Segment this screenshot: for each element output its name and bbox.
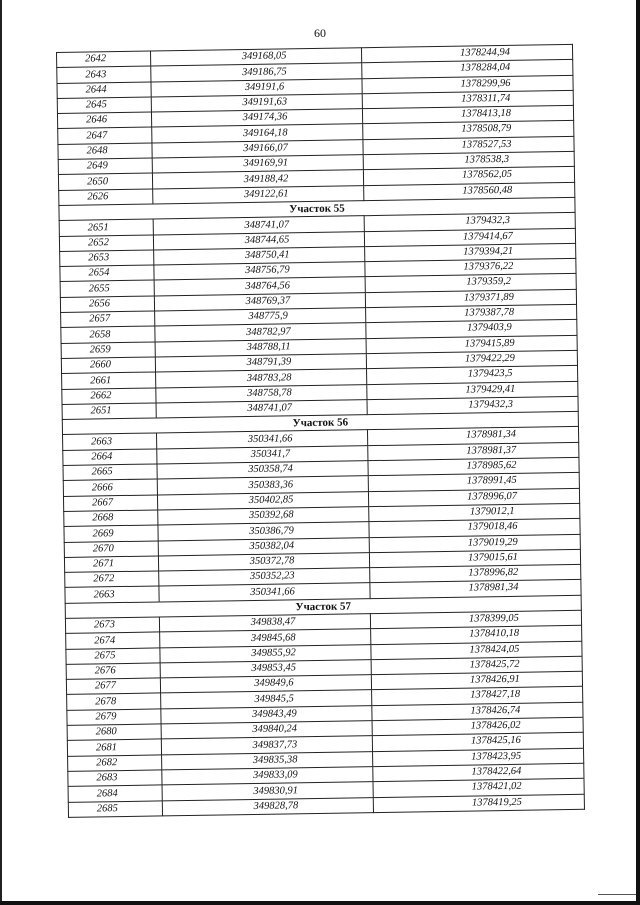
point-number-cell: 2684 — [68, 785, 162, 802]
coordinates-table — [56, 44, 585, 818]
x-coordinate-cell: 349830,91 — [162, 782, 373, 801]
y-coordinate-cell: 1378413,18 — [362, 106, 573, 125]
point-number-cell: 2680 — [67, 724, 161, 741]
x-coordinate-cell: 350402,85 — [157, 491, 368, 510]
point-number-cell: 2655 — [60, 280, 154, 297]
point-number-cell: 2675 — [66, 648, 160, 665]
point-number-cell: 2650 — [58, 173, 152, 190]
page-number: 60 — [314, 26, 326, 40]
y-coordinate-cell: 1378426,91 — [371, 671, 582, 690]
point-number-cell: 2626 — [59, 189, 153, 206]
coordinates-table-wrapper — [56, 44, 585, 818]
x-coordinate-cell: 350341,7 — [157, 445, 368, 464]
coordinates-table-body — [57, 44, 585, 817]
point-number-cell: 2677 — [66, 678, 160, 695]
x-coordinate-cell: 349853,45 — [160, 660, 371, 679]
point-number-cell: 2673 — [65, 617, 159, 634]
x-coordinate-cell: 348756,79 — [154, 262, 365, 281]
x-coordinate-cell: 350372,78 — [158, 552, 369, 571]
y-coordinate-cell: 1378991,45 — [368, 473, 579, 492]
x-coordinate-cell: 349828,78 — [162, 797, 373, 816]
x-coordinate-cell: 348764,56 — [154, 277, 365, 296]
y-coordinate-cell: 1379422,29 — [366, 350, 577, 369]
y-coordinate-cell: 1379359,2 — [365, 274, 576, 293]
point-number-cell: 2656 — [60, 296, 154, 313]
point-number-cell: 2654 — [60, 265, 154, 282]
y-coordinate-cell: 1378425,72 — [371, 656, 582, 675]
y-coordinate-cell: 1378311,74 — [362, 90, 573, 109]
x-coordinate-cell: 348769,37 — [154, 292, 365, 311]
x-coordinate-cell: 349191,6 — [151, 78, 362, 97]
x-coordinate-cell: 349168,05 — [150, 48, 361, 67]
y-coordinate-cell: 1378423,95 — [373, 748, 584, 767]
x-coordinate-cell: 349833,09 — [162, 767, 373, 786]
y-coordinate-cell: 1379432,3 — [367, 396, 578, 415]
section-heading: Участок 55 — [59, 197, 575, 220]
point-number-cell: 2646 — [57, 112, 151, 129]
y-coordinate-cell: 1379376,22 — [365, 259, 576, 278]
point-number-cell: 2648 — [58, 143, 152, 160]
point-number-cell: 2660 — [61, 357, 155, 374]
x-coordinate-cell: 350352,23 — [159, 568, 370, 587]
point-number-cell: 2665 — [63, 464, 157, 481]
y-coordinate-cell: 1379012,1 — [369, 503, 580, 522]
point-number-cell: 2678 — [67, 693, 161, 710]
page-edge-right — [636, 0, 640, 905]
y-coordinate-cell: 1379394,21 — [365, 243, 576, 262]
y-coordinate-cell: 1378996,07 — [368, 488, 579, 507]
x-coordinate-cell: 349855,92 — [160, 644, 371, 663]
x-coordinate-cell: 349188,42 — [152, 170, 363, 189]
y-coordinate-cell: 1379414,67 — [364, 228, 575, 247]
y-coordinate-cell: 1378410,18 — [371, 626, 582, 645]
x-coordinate-cell: 349849,6 — [160, 675, 371, 694]
scan-artifact-line — [598, 894, 636, 895]
y-coordinate-cell: 1379018,46 — [369, 519, 580, 538]
x-coordinate-cell: 350383,36 — [157, 476, 368, 495]
y-coordinate-cell: 1378299,96 — [362, 75, 573, 94]
point-number-cell: 2651 — [62, 403, 156, 420]
y-coordinate-cell: 1379387,78 — [366, 304, 577, 323]
y-coordinate-cell: 1378427,18 — [372, 687, 583, 706]
x-coordinate-cell: 349122,61 — [153, 185, 364, 204]
x-coordinate-cell: 348758,78 — [156, 384, 367, 403]
point-number-cell: 2664 — [63, 449, 157, 466]
y-coordinate-cell: 1378981,34 — [367, 427, 578, 446]
point-number-cell: 2667 — [63, 495, 157, 512]
y-coordinate-cell: 1378527,53 — [363, 136, 574, 155]
x-coordinate-cell: 348791,39 — [155, 354, 366, 373]
x-coordinate-cell: 349845,68 — [160, 629, 371, 648]
x-coordinate-cell: 348750,41 — [154, 247, 365, 266]
y-coordinate-cell: 1378419,25 — [373, 794, 584, 813]
section-heading: Участок 56 — [62, 411, 578, 434]
x-coordinate-cell: 348741,07 — [156, 399, 367, 418]
point-number-cell: 2647 — [58, 127, 152, 144]
point-number-cell: 2679 — [67, 709, 161, 726]
y-coordinate-cell: 1379015,61 — [369, 549, 580, 568]
point-number-cell: 2652 — [59, 235, 153, 252]
point-number-cell: 2649 — [58, 158, 152, 175]
x-coordinate-cell: 349840,24 — [161, 721, 372, 740]
y-coordinate-cell: 1378508,79 — [363, 121, 574, 140]
section-heading: Участок 57 — [65, 595, 581, 618]
y-coordinate-cell: 1378560,48 — [364, 182, 575, 201]
point-number-cell: 2672 — [65, 571, 159, 588]
x-coordinate-cell: 348775,9 — [155, 308, 366, 327]
y-coordinate-cell: 1378284,04 — [362, 60, 573, 79]
x-coordinate-cell: 348788,11 — [155, 338, 366, 357]
point-number-cell: 2663 — [63, 433, 157, 450]
y-coordinate-cell: 1379423,5 — [367, 366, 578, 385]
x-coordinate-cell: 350341,66 — [159, 583, 370, 602]
x-coordinate-cell: 350392,68 — [158, 507, 369, 526]
point-number-cell: 2658 — [61, 326, 155, 343]
x-coordinate-cell: 349838,47 — [159, 614, 370, 633]
point-number-cell: 2669 — [64, 525, 158, 542]
x-coordinate-cell: 349186,75 — [151, 63, 362, 82]
x-coordinate-cell: 349191,63 — [151, 94, 362, 113]
y-coordinate-cell: 1378981,37 — [368, 442, 579, 461]
x-coordinate-cell: 349843,49 — [161, 705, 372, 724]
y-coordinate-cell: 1378985,62 — [368, 457, 579, 476]
y-coordinate-cell: 1378981,34 — [370, 580, 581, 599]
point-number-cell: 2657 — [61, 311, 155, 328]
x-coordinate-cell: 350386,79 — [158, 522, 369, 541]
y-coordinate-cell: 1378399,05 — [370, 610, 581, 629]
x-coordinate-cell: 349835,38 — [162, 751, 373, 770]
x-coordinate-cell: 348744,65 — [153, 231, 364, 250]
point-number-cell: 2676 — [66, 663, 160, 680]
y-coordinate-cell: 1378538,3 — [363, 151, 574, 170]
point-number-cell: 2666 — [63, 479, 157, 496]
point-number-cell: 2685 — [68, 800, 162, 817]
y-coordinate-cell: 1379432,3 — [364, 213, 575, 232]
y-coordinate-cell: 1378424,05 — [371, 641, 582, 660]
y-coordinate-cell: 1379371,89 — [365, 289, 576, 308]
y-coordinate-cell: 1378426,74 — [372, 702, 583, 721]
point-number-cell: 2661 — [62, 372, 156, 389]
point-number-cell: 2668 — [64, 510, 158, 527]
y-coordinate-cell: 1379429,41 — [367, 381, 578, 400]
y-coordinate-cell: 1378422,64 — [373, 763, 584, 782]
x-coordinate-cell: 348782,97 — [155, 323, 366, 342]
point-number-cell: 2682 — [68, 755, 162, 772]
point-number-cell: 2645 — [57, 97, 151, 114]
point-number-cell: 2644 — [57, 82, 151, 99]
point-number-cell: 2651 — [59, 219, 153, 236]
y-coordinate-cell: 1379019,29 — [369, 534, 580, 553]
y-coordinate-cell: 1378425,16 — [372, 733, 583, 752]
point-number-cell: 2662 — [62, 388, 156, 405]
point-number-cell: 2643 — [57, 66, 151, 83]
x-coordinate-cell: 350382,04 — [158, 537, 369, 556]
x-coordinate-cell: 349169,91 — [152, 155, 363, 174]
x-coordinate-cell: 349166,07 — [152, 139, 363, 158]
x-coordinate-cell: 348783,28 — [156, 369, 367, 388]
y-coordinate-cell: 1379403,9 — [366, 320, 577, 339]
x-coordinate-cell: 349164,18 — [152, 124, 363, 143]
point-number-cell: 2659 — [61, 342, 155, 359]
x-coordinate-cell: 350358,74 — [157, 461, 368, 480]
y-coordinate-cell: 1378562,05 — [363, 167, 574, 186]
page-edge-left — [0, 0, 2, 905]
y-coordinate-cell: 1378996,82 — [370, 564, 581, 583]
y-coordinate-cell: 1378421,02 — [373, 779, 584, 798]
point-number-cell: 2674 — [66, 632, 160, 649]
point-number-cell: 2671 — [64, 556, 158, 573]
x-coordinate-cell: 349845,5 — [161, 690, 372, 709]
point-number-cell: 2663 — [65, 586, 159, 603]
y-coordinate-cell: 1378244,94 — [361, 44, 572, 63]
y-coordinate-cell: 1378426,02 — [372, 717, 583, 736]
x-coordinate-cell: 349837,73 — [161, 736, 372, 755]
page-edge-bottom — [0, 901, 640, 905]
point-number-cell: 2681 — [67, 739, 161, 756]
point-number-cell: 2670 — [64, 540, 158, 557]
point-number-cell: 2642 — [57, 51, 151, 68]
y-coordinate-cell: 1379415,89 — [366, 335, 577, 354]
point-number-cell: 2653 — [60, 250, 154, 267]
x-coordinate-cell: 348741,07 — [153, 216, 364, 235]
point-number-cell: 2683 — [68, 770, 162, 787]
x-coordinate-cell: 350341,66 — [157, 430, 368, 449]
x-coordinate-cell: 349174,36 — [151, 109, 362, 128]
